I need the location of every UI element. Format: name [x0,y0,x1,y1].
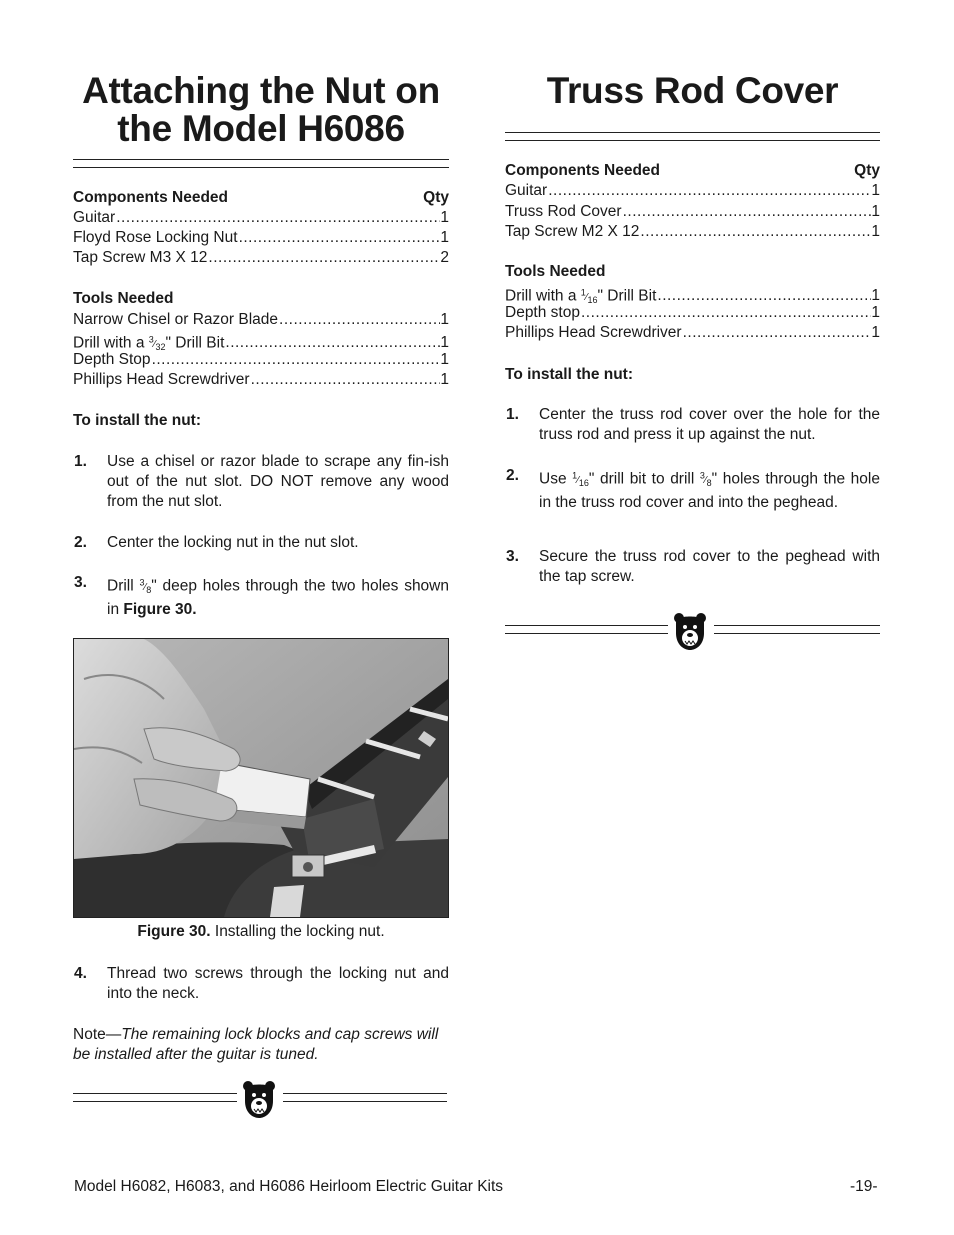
components-header [505,161,884,181]
fraction: $^3⁄_{32}$ [148,335,166,353]
step-text-mid: " deep holes through the two holes shown in [107,577,449,619]
components-header-label: Components Needed [505,162,661,179]
fraction: $^3⁄_8$ [699,471,712,489]
step-text-pre: Use [539,470,573,488]
tool-qty: 1 [440,334,449,352]
divider-right [714,625,880,634]
step-1 [505,405,880,445]
step-text: Center the truss rod cover over the hole for the truss rod and press it up against the nut. [539,406,880,443]
fraction-denominator: 8 [706,478,712,489]
component-label: Floyd Rose Locking Nut [73,229,238,246]
step-2 [505,466,880,513]
step-number: 4. [74,965,87,982]
component-row [73,208,449,228]
step-text: Thread two screws through the locking nut and into the neck. [107,965,449,1002]
install-header: To install the nut: [73,412,202,429]
figure-caption [73,923,449,941]
tools-header: Tools Needed [505,263,606,280]
qty-header-label: Qty [854,162,880,179]
fraction: $^1⁄_{16}$ [572,471,589,489]
divider-left [505,625,668,634]
step-1 [73,452,449,512]
component-row [73,228,449,248]
tool-qty: 1 [871,304,880,321]
tool-qty: 1 [440,371,449,388]
fraction: $^1⁄_{16}$ [580,288,598,306]
component-label: Tap Screw M2 X 12 [505,223,640,240]
component-label: Guitar [505,182,548,199]
tool-label: Phillips Head Screwdriver [73,371,250,388]
tool-label-post: " Drill Bit [597,287,657,305]
tool-row [505,303,880,323]
note-text: The remaining lock blocks and cap screws will be installed after the guitar is tuned. [73,1026,439,1063]
component-qty: 1 [871,223,880,240]
tool-label: Phillips Head Screwdriver [505,324,682,341]
bear-logo-icon [672,611,708,651]
component-label: Guitar [73,209,116,226]
fraction-denominator: 16 [587,295,598,306]
components-header [73,188,453,208]
note [73,1025,449,1065]
fraction-numerator: 1 [572,471,578,481]
note-prefix: Note— [73,1026,122,1043]
step-text: Secure the truss rod cover to the peghead with the tap screw. [539,548,880,585]
fraction-numerator: 3 [148,335,154,345]
bear-logo-icon [241,1079,277,1119]
tool-row [73,350,449,370]
figure-30-photo [73,638,449,918]
step-3 [505,547,880,587]
component-row [505,202,880,222]
install-header: To install the nut: [505,366,634,383]
fraction-denominator: 32 [155,342,166,353]
bear-divider [505,611,880,651]
components-header-label: Components Needed [73,189,229,206]
page-number: -19- [850,1178,878,1195]
step-text-pre: Drill [107,577,140,595]
fraction-denominator: 8 [146,585,152,596]
title-rule [505,132,880,141]
step-number: 3. [506,548,519,565]
tool-row [505,323,880,343]
fraction-numerator: 1 [580,288,586,298]
figure-caption-text: Installing the locking nut. [210,923,385,940]
fraction-numerator: 3 [699,471,705,481]
component-row [505,181,880,201]
tool-row [73,310,449,330]
component-row [505,222,880,242]
component-qty: 1 [871,182,880,199]
component-qty: 2 [440,249,449,266]
tool-qty: 1 [440,351,449,368]
bear-divider [73,1079,449,1119]
tool-qty: 1 [440,311,449,328]
fraction-denominator: 16 [578,478,589,489]
tool-qty: 1 [871,287,880,305]
step-4 [73,964,449,1004]
section-title-nut [73,72,449,148]
step-number: 2. [74,534,87,551]
fraction: $^3⁄_8$ [139,578,152,596]
title-rule [73,159,449,168]
figure-label: Figure 30. [137,923,211,940]
step-number: 3. [74,574,87,591]
section-title-truss: Truss Rod Cover [546,70,839,111]
step-number: 2. [506,467,519,484]
component-row [73,248,449,268]
divider-left [73,1093,237,1102]
step-text-mid: " drill bit to drill [588,470,700,488]
tool-label: Narrow Chisel or Razor Blade [73,311,279,328]
step-3 [73,573,449,620]
title-line-2: the Model H6086 [117,108,405,149]
step-text [107,573,449,620]
tools-header: Tools Needed [73,290,174,307]
step-text [539,466,880,513]
footer-model-text: Model H6082, H6083, and H6086 Heirloom Electric Guitar Kits [74,1178,504,1195]
step-text: Center the locking nut in the nut slot. [107,534,359,551]
component-qty: 1 [440,209,449,226]
component-qty: 1 [440,229,449,246]
step-number: 1. [506,406,519,423]
step-text: Use a chisel or razor blade to scrape any fin-ish out of the nut slot. DO NOT remove any wood from the nut slot. [107,453,449,510]
locking-nut-photo-illustration [74,639,448,917]
tool-label: Depth Stop [73,351,151,368]
tool-row [73,370,449,390]
qty-header-label: Qty [423,189,449,206]
tool-label-pre: Drill with a [73,334,149,352]
figure-reference: Figure 30. [123,601,197,619]
title-line-1: Attaching the Nut on [82,70,440,111]
tool-qty: 1 [871,324,880,341]
step-text-post: " holes through the hole in the truss rod cover and into the peghead. [539,470,880,512]
step-2 [73,533,449,553]
component-label: Truss Rod Cover [505,203,622,220]
step-number: 1. [74,453,87,470]
component-label: Tap Screw M3 X 12 [73,249,208,266]
tool-label: Depth stop [505,304,580,321]
tool-label-post: " Drill Bit [165,334,225,352]
tool-label-pre: Drill with a [505,287,581,305]
component-qty: 1 [871,203,880,220]
fraction-numerator: 3 [139,578,145,588]
divider-right [283,1093,447,1102]
